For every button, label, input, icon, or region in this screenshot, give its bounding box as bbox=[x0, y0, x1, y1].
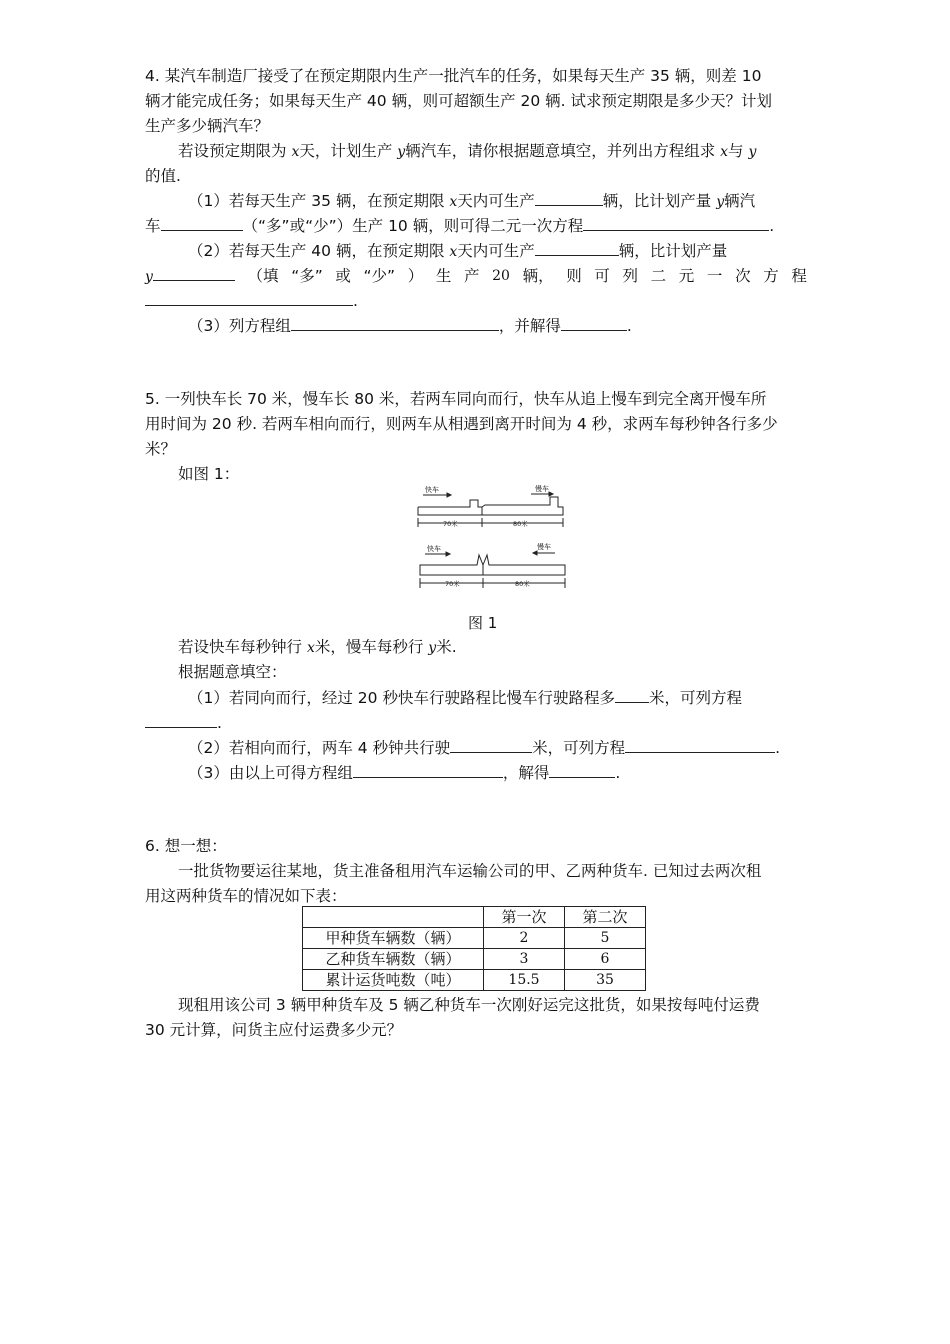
q6-line-3: 用这两种货车的情况如下表： bbox=[145, 887, 347, 905]
table-header-cell: 第一次 bbox=[484, 907, 565, 928]
q6-line-4: 现租用该公司 3 辆甲种货车及 5 辆乙种货车一次刚好运完这批货，如果按每吨付运费 bbox=[178, 996, 760, 1014]
q5-sub2 bbox=[188, 738, 807, 758]
q5-text: （1）若同向而行，经过 20 秒快车行驶路程比慢车行驶路程多 bbox=[188, 689, 615, 707]
answer-blank[interactable] bbox=[615, 688, 649, 703]
q5-line-3: 米？ bbox=[145, 440, 177, 458]
q4-text: （1）若每天生产 35 辆，在预定期限 bbox=[188, 192, 450, 210]
table-cell: 2 bbox=[484, 928, 565, 949]
q5-text: 若设快车每秒钟行 bbox=[178, 638, 307, 656]
table-cell: 3 bbox=[484, 949, 565, 970]
answer-blank[interactable] bbox=[549, 763, 615, 778]
q5-line-1: 5. 一列快车长 70 米，慢车长 80 米，若两车同向而行，快车从追上慢车到完全离开慢车所 bbox=[145, 390, 767, 408]
q6-line-2: 一批货物要运往某地，货主准备租用汽车运输公司的甲、乙两种货车. 已知过去两次租 bbox=[178, 862, 762, 880]
answer-blank[interactable] bbox=[561, 316, 627, 331]
slow-train-body-2 bbox=[483, 555, 565, 575]
train-diagram bbox=[415, 485, 567, 595]
slow-arrow-head bbox=[549, 492, 553, 496]
table-row bbox=[303, 970, 646, 991]
q4-text: . bbox=[353, 292, 358, 310]
table-row bbox=[303, 949, 646, 970]
q6-line-5: 30 元计算，问货主应付运费多少元？ bbox=[145, 1021, 403, 1039]
q4-sub1-line1 bbox=[188, 191, 807, 212]
q4-text: 辆， bbox=[522, 267, 554, 285]
q4-text: . bbox=[769, 217, 775, 235]
q4-text: 方 bbox=[763, 267, 779, 285]
var-y: y bbox=[748, 144, 757, 160]
table-header-cell bbox=[303, 907, 484, 928]
fast-train-body-2 bbox=[420, 555, 483, 575]
var-y: y bbox=[428, 640, 437, 656]
q4-line-5: 的值. bbox=[145, 167, 181, 185]
table-cell: 乙种货车辆数（辆） bbox=[303, 949, 484, 970]
table-cell: 累计运货吨数（吨） bbox=[303, 970, 484, 991]
var-y: y bbox=[716, 194, 725, 210]
table-header-row bbox=[303, 907, 646, 928]
answer-blank[interactable] bbox=[145, 291, 353, 306]
fast-arrow-head-2 bbox=[446, 552, 450, 556]
slow-label: 慢车 bbox=[535, 485, 549, 493]
q4-sub3 bbox=[188, 316, 807, 336]
q4-text: 天内可生产 bbox=[457, 192, 535, 210]
q4-text: 天内可生产 bbox=[457, 242, 535, 260]
q4-text: 二 bbox=[650, 267, 667, 285]
fast-label-2: 快车 bbox=[427, 545, 441, 553]
length-80-label-2: 80米 bbox=[515, 580, 530, 588]
answer-blank[interactable] bbox=[535, 191, 603, 206]
q5-text: ，解得 bbox=[502, 764, 550, 782]
table-cell: 15.5 bbox=[484, 970, 565, 991]
same-direction-diagram bbox=[418, 492, 563, 527]
fast-label: 快车 bbox=[425, 486, 439, 494]
q4-text bbox=[145, 266, 235, 287]
q4-text: 可 bbox=[594, 267, 610, 285]
table-cell: 甲种货车辆数（辆） bbox=[303, 928, 484, 949]
q4-text: ，并解得 bbox=[498, 317, 561, 335]
q5-line-2: 用时间为 20 秒. 若两车相向而行，则两车从相遇到离开时间为 4 秒，求两车每秒钟各行多少 bbox=[145, 415, 778, 433]
q4-text: （2）若每天生产 40 辆，在预定期限 bbox=[188, 242, 450, 260]
var-x: x bbox=[291, 144, 300, 160]
q5-text: 米，可列方程 bbox=[648, 689, 742, 707]
q5-text: 米，慢车每秒行 bbox=[314, 638, 429, 656]
q4-text: 辆汽车，请你根据题意填空，并列出方程组求 bbox=[405, 142, 721, 160]
q4-sub2-line2 bbox=[145, 266, 807, 287]
q4-text: 次 bbox=[735, 267, 751, 285]
answer-blank[interactable] bbox=[145, 713, 217, 728]
var-x: x bbox=[720, 144, 729, 160]
var-y: y bbox=[145, 269, 153, 285]
answer-blank[interactable] bbox=[583, 216, 769, 231]
q4-text: （填 bbox=[247, 267, 279, 285]
var-x: x bbox=[306, 640, 315, 656]
q6-line-1: 6. 想一想： bbox=[145, 837, 227, 855]
fast-train-base bbox=[418, 507, 482, 515]
q4-sub1-line2 bbox=[145, 216, 807, 236]
q4-text: （3）列方程组 bbox=[188, 317, 291, 335]
q4-text: 程 bbox=[791, 267, 807, 285]
q5-text: （3）由以上可得方程组 bbox=[188, 764, 353, 782]
table-cell: 35 bbox=[565, 970, 646, 991]
q4-line-1: 4. 某汽车制造厂接受了在预定期限内生产一批汽车的任务，如果每天生产 35 辆，则差 10 bbox=[145, 67, 762, 85]
q4-text: （“多”或“少”）生产 10 辆，则可得二元一次方程 bbox=[242, 217, 584, 235]
q4-text: 产 bbox=[463, 267, 480, 285]
slow-arrow-head-2 bbox=[533, 551, 537, 555]
q4-text: 生 bbox=[435, 267, 452, 285]
q4-text: 辆汽 bbox=[724, 192, 756, 210]
table-cell: 6 bbox=[565, 949, 646, 970]
q4-text: 元 bbox=[678, 267, 695, 285]
q4-text: 或 bbox=[335, 267, 351, 285]
q4-text: 若设预定期限为 bbox=[178, 142, 292, 160]
figure-caption: 图 1 bbox=[468, 614, 498, 632]
var-x: x bbox=[449, 194, 458, 210]
answer-blank[interactable] bbox=[153, 266, 235, 281]
q4-text: “少” bbox=[363, 267, 396, 285]
q5-line-5 bbox=[178, 637, 807, 658]
q5-text: . bbox=[615, 764, 621, 782]
q4-text: 则 bbox=[566, 267, 582, 285]
q5-sub1-line1 bbox=[188, 688, 807, 708]
q4-line-3: 生产多少辆汽车？ bbox=[145, 117, 270, 135]
q5-sub3 bbox=[188, 763, 807, 783]
var-y: y bbox=[397, 144, 406, 160]
q4-text: 车 bbox=[145, 217, 161, 235]
q4-text: . bbox=[626, 317, 632, 335]
q4-text: 20 bbox=[492, 268, 510, 284]
q4-sub2-line3 bbox=[145, 291, 807, 311]
q4-line-4 bbox=[178, 141, 807, 162]
fast-train-body bbox=[418, 500, 482, 507]
q5-line-4: 如图 1： bbox=[178, 465, 240, 483]
answer-blank[interactable] bbox=[291, 316, 499, 331]
var-x: x bbox=[449, 244, 458, 260]
table-row bbox=[303, 928, 646, 949]
answer-blank[interactable] bbox=[450, 738, 532, 753]
slow-train-body bbox=[482, 497, 563, 515]
q5-text: . bbox=[775, 739, 781, 757]
q5-text: 米. bbox=[436, 638, 457, 656]
table-header-cell: 第二次 bbox=[565, 907, 646, 928]
q5-text: （2）若相向而行，两车 4 秒钟共行驶 bbox=[188, 739, 451, 757]
q4-sub2-line1 bbox=[188, 241, 807, 262]
q5-text: 米，可列方程 bbox=[532, 739, 626, 757]
table-cell: 5 bbox=[565, 928, 646, 949]
q4-line-2: 辆才能完成任务；如果每天生产 40 辆，则可超额生产 20 辆. 试求预定期限是多少天？计划 bbox=[145, 92, 773, 110]
q4-text: 一 bbox=[706, 267, 723, 285]
length-80-label: 80米 bbox=[513, 520, 528, 528]
q4-text: “多” bbox=[291, 267, 323, 285]
q5-sub1-line2 bbox=[145, 713, 807, 733]
length-70-label: 70米 bbox=[443, 520, 458, 528]
answer-blank[interactable] bbox=[353, 763, 503, 778]
answer-blank[interactable] bbox=[161, 216, 243, 231]
truck-rental-table bbox=[302, 906, 646, 991]
q4-text: 与 bbox=[728, 142, 749, 160]
opposite-direction-diagram bbox=[420, 551, 565, 588]
q4-text: ） bbox=[407, 267, 424, 285]
q4-text: 辆，比计划产量 bbox=[602, 192, 717, 210]
q5-text: . bbox=[217, 714, 222, 732]
q4-text: 辆，比计划产量 bbox=[618, 242, 728, 260]
q4-text: 列 bbox=[622, 267, 639, 285]
q4-text: 天，计划生产 bbox=[299, 142, 398, 160]
slow-label-2: 慢车 bbox=[537, 543, 551, 551]
fast-arrow-head bbox=[447, 493, 451, 497]
answer-blank[interactable] bbox=[625, 738, 775, 753]
length-70-label-2: 70米 bbox=[445, 580, 460, 588]
answer-blank[interactable] bbox=[535, 241, 619, 256]
q5-line-6: 根据题意填空： bbox=[178, 663, 287, 681]
